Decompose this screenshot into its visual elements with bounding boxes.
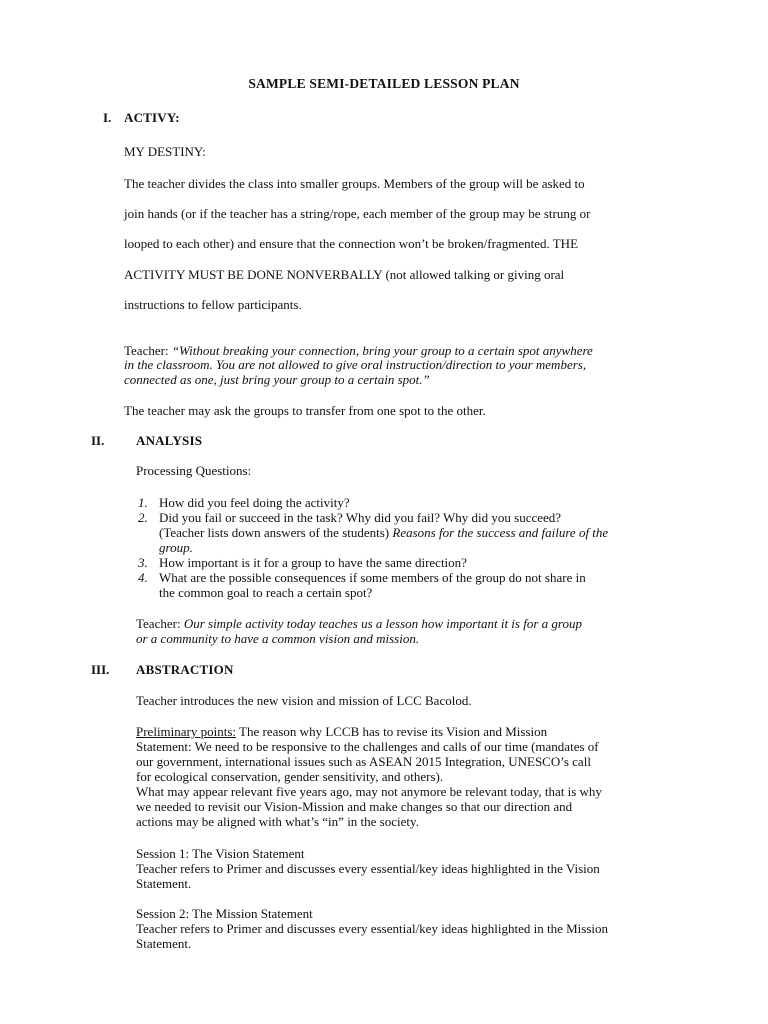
teacher-quote-line: in the classroom. You are not allowed to give oral instruction/direction to your members,: [124, 357, 587, 372]
session-2-line: Statement.: [136, 936, 192, 951]
teacher-label: Teacher:: [124, 343, 172, 358]
question-text: Did you fail or succeed in the task? Why did you fail? Why did you succeed?: [159, 510, 562, 525]
question-text-extra: [159, 525, 608, 541]
question-text: the common goal to reach a certain spot?: [159, 585, 373, 600]
session-2-title: Session 2: The Mission Statement: [136, 906, 313, 921]
question-number: 1.: [138, 495, 148, 510]
section-2-numeral: II.: [91, 433, 105, 448]
question-note: (Teacher lists down answers of the students): [159, 525, 393, 540]
activity-subtitle: MY DESTINY:: [124, 144, 206, 159]
activity-line: looped to each other) and ensure that the connection won’t be broken/fragmented. THE: [124, 236, 579, 251]
question-text: How did you feel doing the activity?: [159, 495, 350, 510]
session-2-line: Teacher refers to Primer and discusses every essential/key ideas highlighted in the Mission: [136, 921, 609, 936]
section-3-heading: ABSTRACTION: [136, 662, 234, 677]
session-1-line: Teacher refers to Primer and discusses every essential/key ideas highlighted in the Vision: [136, 861, 600, 876]
question-note-italic: Reasons for the success and failure of the: [392, 525, 609, 540]
question-number: 4.: [138, 570, 148, 585]
question-number: 2.: [138, 510, 148, 525]
preliminary-line: for ecological conservation, gender sensitivity, and others).: [136, 769, 444, 784]
teacher-quote-line: “Without breaking your connection, bring your group to a certain spot anywhere: [171, 343, 593, 358]
preliminary-line: our government, international issues such as ASEAN 2015 Integration, UNESCO’s call: [136, 754, 591, 769]
preliminary-points: [136, 724, 547, 740]
section-1-numeral: I.: [103, 110, 112, 125]
preliminary-line: actions may be aligned with what’s “in” in the society.: [136, 814, 419, 829]
activity-line: instructions to fellow participants.: [124, 297, 302, 312]
activity-line: join hands (or if the teacher has a string/rope, each member of the group may be strung or: [124, 206, 591, 221]
preliminary-line: we needed to revisit our Vision-Mission and make changes so that our direction and: [136, 799, 573, 814]
activity-line: The teacher divides the class into smaller groups. Members of the group will be asked to: [124, 176, 585, 191]
activity-line: ACTIVITY MUST BE DONE NONVERBALLY (not allowed talking or giving oral: [124, 267, 565, 282]
preliminary-line: The reason why LCCB has to revise its Vision and Mission: [236, 724, 548, 739]
document-title: SAMPLE SEMI-DETAILED LESSON PLAN: [248, 76, 520, 91]
teacher-quote-line: Our simple activity today teaches us a lesson how important it is for a group: [183, 616, 582, 631]
preliminary-line: Statement: We need to be responsive to the challenges and calls of our time (mandates of: [136, 739, 599, 754]
question-text: How important is it for a group to have the same direction?: [159, 555, 467, 570]
question-note-italic: group.: [159, 540, 193, 555]
activity-closing: The teacher may ask the groups to transfer from one spot to the other.: [124, 403, 486, 418]
preliminary-label: Preliminary points:: [136, 724, 237, 739]
abstraction-intro: Teacher introduces the new vision and mission of LCC Bacolod.: [136, 693, 472, 708]
teacher-quote-line: or a community to have a common vision and mission.: [136, 631, 420, 646]
question-text: What are the possible consequences if some members of the group do not share in: [159, 570, 586, 585]
section-1-heading: ACTIVY:: [124, 110, 180, 125]
section-3-numeral: III.: [91, 662, 110, 677]
session-1-title: Session 1: The Vision Statement: [136, 846, 305, 861]
teacher-quote-line: connected as one, just bring your group to a certain spot.”: [124, 372, 430, 387]
preliminary-line: What may appear relevant five years ago, may not anymore be relevant today, that is why: [136, 784, 602, 799]
teacher-label: Teacher:: [136, 616, 184, 631]
question-number: 3.: [138, 555, 148, 570]
analysis-subtitle: Processing Questions:: [136, 463, 252, 478]
section-2-heading: ANALYSIS: [136, 433, 203, 448]
session-1-line: Statement.: [136, 876, 192, 891]
analysis-teacher-quote: [136, 616, 582, 632]
